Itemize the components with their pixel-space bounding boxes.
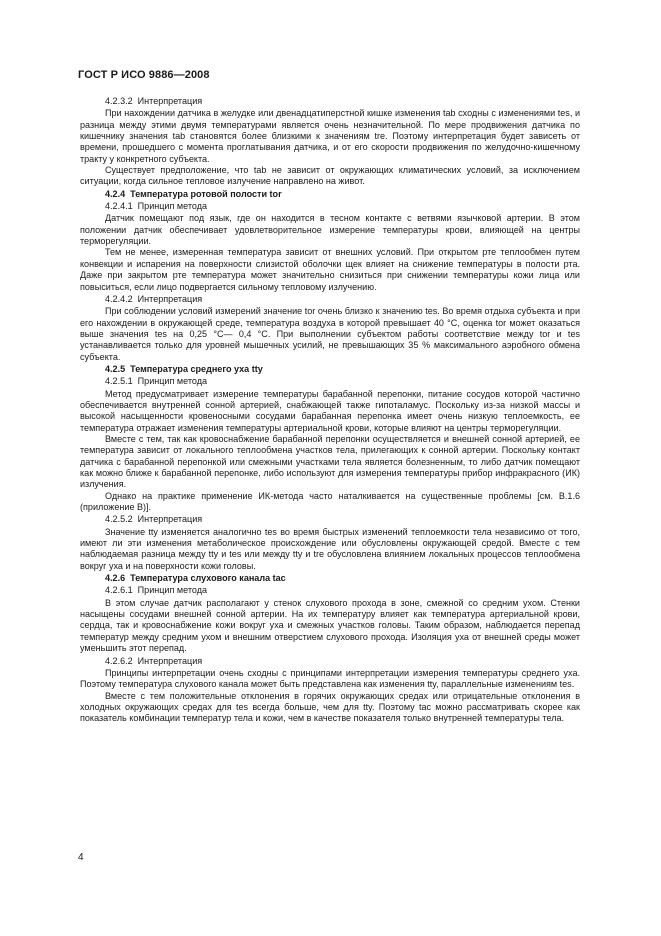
- section-number: 4.2.5: [105, 363, 126, 374]
- section-number: 4.2.5.2: [105, 514, 133, 525]
- paragraph: Тем не менее, измеренная температура зависит от внешних условий. При открытом рте теплообмен путем конвекции и испарения на поверхности слизистой оболочки щек влияет на снижение температуры в полости рта. Даже при закрытом рте температура может значительно снизиться при снижении температуры кожи лица или повыситься, если лицо подвергается сильному тепловому излучению.: [80, 247, 580, 292]
- paragraph: Принципы интерпретации очень сходны с принципами интерпретации измерения температуры среднего уха. Поэтому температура слухового канала может быть представлена как изменения tty, параллельные изменениям tes.: [80, 667, 580, 690]
- paragraph: Вместе с тем, так как кровоснабжение барабанной перепонки осуществляется и внешней сонной артерией, ее температура зависит от локального теплообмена участков тела, прилегающих к сонной артерии. Поскольку контакт датчика с барабанной перепонкой или смежными участками тела является болезненным, то либо датчик помещают как можно ближе к барабанной перепонке, либо используют для измерения температуры прибор инфракрасного (ИК) излучения.: [80, 433, 580, 490]
- paragraph: При нахождении датчика в желудке или двенадцатиперстной кишке изменения tab сходны с изменениями tes, и разница между этими двумя температурами является очень незначительной. По мере продвижения датчика по кишечнику значения tab становятся более близкими к значениям tre. Поэтому интерпретация будет зависеть от времени, прошедшего с момента проглатывания датчика, и от его скорости продвижения по желудочно-кишечному тракту у конкретного субъекта.: [80, 108, 580, 164]
- subsection-heading-4-2-5-1: [105, 376, 580, 387]
- paragraph: Метод предусматривает измерение температуры барабанной перепонки, питание сосудов которой частично обеспечивается внутренней сонной артерией, снабжающей также гипоталамус. Поскольку из-за низкой массы и высокой насыщенности кровеносными сосудами барабанная перепонка имеет очень низкую теплоемкость, ее температура отражает изменения температуры артериальной крови, которые влияют на центры терморегуляции.: [80, 388, 580, 433]
- section-title: Принцип метода: [137, 201, 208, 212]
- subsection-heading-4-2-4-1: [105, 201, 580, 212]
- paragraph: Датчик помещают под язык, где он находится в тесном контакте с ветвями язычковой артерии. В этом положении датчик обеспечивает удовлетворительное измерение температуры крови, влияющей на центры терморегуляции.: [80, 213, 580, 247]
- section-title: Интерпретация: [137, 96, 203, 106]
- section-number: 4.2.6.2: [105, 655, 133, 666]
- page-number: 4: [78, 852, 84, 863]
- section-title: Температура среднего уха tty: [130, 363, 263, 374]
- standard-header: ГОСТ Р ИСО 9886—2008: [78, 69, 210, 81]
- subsection-heading-4-2-6-2: [105, 656, 580, 667]
- section-heading-4-2-6: [105, 573, 580, 584]
- paragraph: Вместе с тем положительные отклонения в горячих окружающих средах или отрицательные отклонения в холодных окружающих средах для tes всегда больше, чем для tty. Поэтому tac можно рассматривать скорее как показатель комбинации температур тела и кожи, чем в качестве показателя только внутренней температуры тела.: [80, 690, 580, 724]
- subsection-heading-4-2-3-2: [105, 96, 580, 107]
- section-heading-4-2-4: [105, 189, 580, 200]
- section-title: Интерпретация: [137, 514, 203, 525]
- section-heading-4-2-5: [105, 364, 580, 375]
- section-number: 4.2.3.2: [105, 96, 133, 106]
- section-title: Принцип метода: [137, 376, 208, 387]
- section-number: 4.2.6: [105, 573, 126, 584]
- section-title: Интерпретация: [137, 293, 203, 304]
- section-title: Температура слухового канала tac: [130, 573, 286, 584]
- paragraph: Существует предположение, что tab не зависит от окружающих климатических условий, за исключением ситуации, когда сильное тепловое излучение направлено на живот.: [80, 165, 580, 187]
- document-body: [80, 95, 580, 725]
- subsection-heading-4-2-4-2: [105, 294, 580, 305]
- paragraph: При соблюдении условий измерений значение tor очень близко к значению tes. Во время отдыха субъекта и при его нахождении в окружающей среде, температура воздуха в которой превышает 40 °С, оценка tor может оказаться выше значения tes на 0,25 °С— 0,4 °С. При выполнении субъектом работы соответствие между tor и tes устанавливается только для уровней мышечных усилий, не превышающих 35 % максимального аэробного обмена субъекта.: [80, 306, 580, 362]
- section-number: 4.2.6.1: [105, 585, 133, 596]
- paragraph: В этом случае датчик располагают у стенок слухового прохода в зоне, смежной со средним ухом. Стенки насыщены сосудами внешней сонной артерии. На их температуру влияет как температура артериальной крови, сердца, так и кровоснабжение кожи вокруг уха и смежных участков головы. Таким образом, наблюдается перепад температур между средним ухом и внешним отверстием слухового прохода. Изоляция уха от внешней среды может уменьшить этот перепад.: [80, 597, 580, 654]
- paragraph: Значение tty изменяется аналогично tes во время быстрых изменений теплоемкости тела независимо от того, имеют ли эти изменения метаболическое происхождение или обусловлены окружающей средой. Вместе с тем наблюдаемая разница между tty и tes или между tty и tre обусловлена влиянием локальных процессов теплообмена вокруг уха и на поверхности кожи головы.: [80, 526, 580, 571]
- subsection-heading-4-2-6-1: [105, 585, 580, 596]
- section-number: 4.2.4: [105, 188, 126, 199]
- section-number: 4.2.4.2: [105, 293, 133, 304]
- subsection-heading-4-2-5-2: [105, 514, 580, 525]
- section-title: Температура ротовой полости tor: [130, 188, 282, 199]
- section-number: 4.2.4.1: [105, 201, 133, 212]
- section-title: Интерпретация: [137, 655, 203, 666]
- section-number: 4.2.5.1: [105, 376, 133, 387]
- paragraph: Однако на практике применение ИК-метода часто наталкивается на существенные проблемы [см. В.1.6 (приложение В)].: [80, 490, 580, 513]
- section-title: Принцип метода: [137, 585, 208, 596]
